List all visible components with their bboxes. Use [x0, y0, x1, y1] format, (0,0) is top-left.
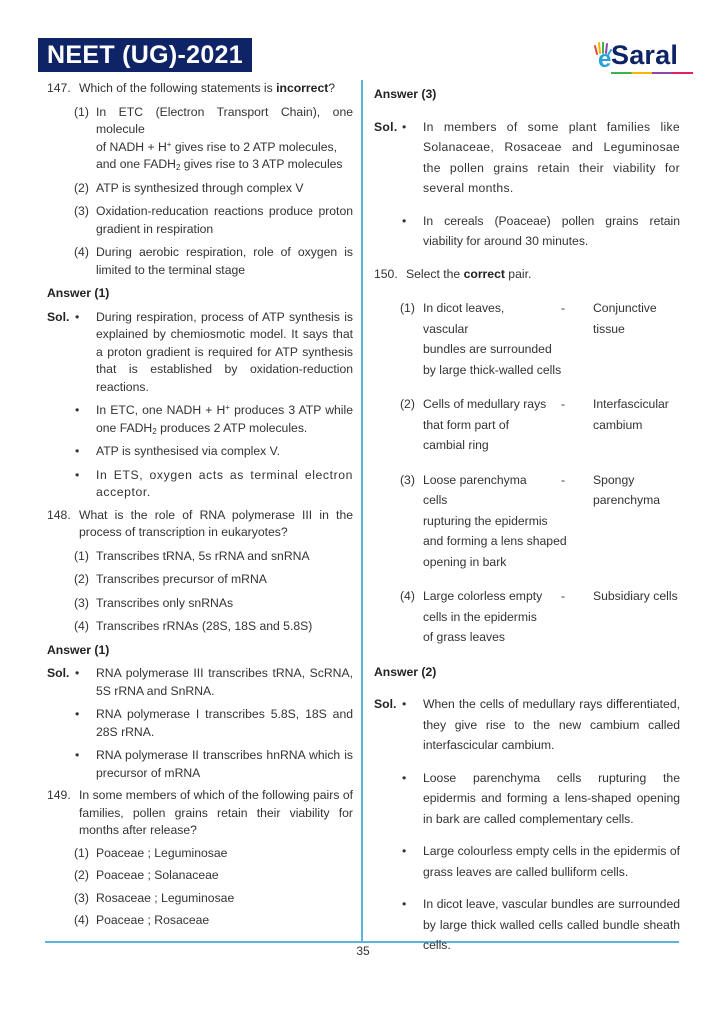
answer-148: Answer (1) [47, 642, 110, 657]
right-column [374, 84, 680, 956]
solution-point [374, 694, 680, 756]
solution-point [47, 665, 353, 700]
option-148-1 [74, 548, 353, 566]
question-150 [374, 264, 680, 285]
option-number: (4) [74, 619, 89, 633]
left-column [47, 80, 353, 930]
solution-point [374, 894, 680, 956]
text: produces 2 ATP molecules. [156, 420, 308, 435]
line: opening in bark [423, 554, 507, 569]
question-number: 148. [47, 507, 71, 522]
line: Interfascicular [593, 397, 669, 411]
solution-text: During respiration, process of ATP synthesis is explained by chemiosmotic model. It says that a proton gradient is required for ATP synthesis that is established by oxidation-reduction reactions. [96, 309, 353, 394]
option-149-1 [74, 845, 353, 863]
solution-text: RNA polymerase III transcribes tRNA, ScRNA, 5S rRNA and SnRNA. [96, 666, 353, 698]
solution-label: Sol. [374, 119, 398, 134]
option-right-text [593, 470, 693, 511]
question-text: Select the [406, 266, 464, 281]
subscript: 2 [152, 426, 157, 436]
line: bundles are surrounded [423, 342, 552, 356]
solution-text: When the cells of medullary rays differentiated, they give rise to the new cambium called interfascicular cambium. [423, 697, 680, 752]
logo-e: e [598, 46, 612, 73]
bullet: • [75, 403, 80, 417]
question-number: 147. [47, 81, 71, 95]
text: produces 3 ATP while one FADH [96, 403, 353, 435]
question-text: In some members of which of the following pairs of families, pollen grains retain their viability for months after release? [79, 788, 353, 837]
option-number: (3) [74, 890, 89, 905]
line: of grass leaves [423, 630, 505, 644]
solution-label: Sol. [47, 666, 70, 680]
solution-point [374, 841, 680, 882]
solution-text: Large colourless empty cells in the epidermis of grass leaves are called bulliform cells. [423, 844, 680, 879]
line: parenchyma [593, 493, 661, 507]
line: Subsidiary cells [593, 589, 678, 603]
question-149 [47, 787, 353, 840]
option-number: (1) [400, 301, 415, 315]
option-147-1 [74, 104, 353, 174]
option-number: (3) [74, 595, 89, 610]
option-148-4 [74, 618, 353, 636]
answer-147: Answer (1) [47, 286, 110, 300]
option-right-text [593, 298, 693, 339]
line: In dicot leaves, vascular [423, 301, 505, 336]
solution-text [96, 402, 353, 437]
option-text: ATP is synthesized through complex V [96, 180, 304, 195]
option-148-3 [74, 595, 353, 613]
option-text: Transcribes precursor of mRNA [96, 572, 267, 586]
line: tissue [593, 321, 625, 336]
option-150-2 [400, 394, 680, 456]
option-number: (1) [74, 845, 89, 860]
solution-point [374, 117, 680, 199]
logo-text: Saral [611, 40, 679, 70]
option-150-3 [400, 470, 680, 573]
solution-point [47, 467, 353, 502]
question-text-end: pair. [504, 266, 532, 281]
option-text: Poaceae ; Rosaceae [96, 913, 210, 927]
solution-text: In members of some plant families like Solanaceae, Rosaceae and Leguminosae the pollen grains retain their viability for several months. [423, 119, 680, 195]
option-147-2 [74, 180, 353, 198]
line: Spongy [593, 472, 635, 487]
solution-point [47, 402, 353, 437]
option-left-text [423, 470, 567, 573]
answer-150: Answer (2) [374, 664, 437, 679]
option-147-3 [74, 203, 353, 238]
bullet: • [75, 444, 80, 458]
question-148 [47, 507, 353, 542]
option-147-4 [74, 244, 353, 279]
solution-point [47, 443, 353, 461]
solution-text: RNA polymerase II transcribes hnRNA which is precursor of mRNA [96, 748, 353, 780]
solution-text: ATP is synthesised via complex V. [96, 444, 281, 458]
option-text: Transcribes only snRNAs [96, 595, 234, 610]
option-line [96, 139, 353, 157]
option-150-4 [400, 586, 680, 648]
option-text: Transcribes rRNAs (28S, 18S and 5.8S) [96, 619, 313, 633]
subscript: 2 [175, 163, 181, 173]
question-emphasis: correct [463, 266, 505, 281]
solution-label: Sol. [374, 697, 397, 711]
option-number: (4) [74, 913, 89, 927]
line: Large colorless empty [423, 589, 543, 603]
exam-title-banner: NEET (UG)-2021 [38, 38, 252, 72]
solution-text: In cereals (Poaceae) pollen grains retain viability for around 30 minutes. [423, 213, 680, 248]
bullet: • [402, 770, 407, 785]
line: Conjunctive [593, 301, 657, 315]
solution-label: Sol. [47, 309, 70, 324]
option-149-4 [74, 912, 353, 930]
option-number: (2) [74, 180, 89, 195]
option-text: Rosaceae ; Leguminosae [96, 890, 235, 905]
solution-point [47, 309, 353, 397]
logo-underline [611, 72, 693, 74]
option-right-text [593, 586, 693, 607]
option-text: Oxidation-reducation reactions produce proton gradient in respiration [96, 204, 353, 236]
bullet: • [75, 467, 80, 482]
bullet: • [402, 697, 407, 711]
page-number: 35 [356, 944, 370, 958]
line: and forming a lens shaped [423, 534, 567, 548]
text: In ETC, one NADH + H [96, 403, 226, 417]
line: cambium [593, 417, 643, 432]
question-text: What is the role of RNA polymerase III in the process of transcription in eukaryotes? [79, 507, 353, 539]
option-text: Poaceae ; Leguminosae [96, 845, 228, 860]
option-dash: - [561, 397, 566, 411]
option-number: (3) [74, 204, 89, 218]
solution-text: Loose parenchyma cells rupturing the epidermis and forming a lens-shaped opening in bark are called complementary cells. [423, 770, 680, 826]
option-150-1 [400, 298, 680, 380]
question-text-end: ? [328, 81, 336, 95]
option-left-text [423, 586, 553, 648]
bullet: • [402, 844, 407, 858]
solution-point [47, 747, 353, 782]
answer-149: Answer (3) [374, 87, 437, 101]
option-dash: - [561, 301, 566, 315]
option-text: During aerobic respiration, role of oxygen is limited to the terminal stage [96, 245, 353, 277]
bullet: • [75, 707, 80, 721]
option-number: (2) [74, 868, 89, 882]
option-number: (1) [74, 548, 89, 563]
option-dash: - [561, 472, 566, 487]
question-emphasis: incorrect [276, 81, 329, 95]
question-number: 150. [374, 266, 398, 281]
solution-text: In dicot leave, vascular bundles are surrounded by large thick walled cells called bundle sheath cells. [423, 897, 680, 952]
bullet: • [402, 897, 407, 911]
option-number: (4) [74, 245, 89, 259]
line: rupturing the epidermis [423, 513, 548, 528]
option-left-text [423, 394, 553, 456]
line: cambial ring [423, 438, 489, 452]
option-number: (2) [400, 397, 415, 411]
option-149-2 [74, 867, 353, 885]
solution-text: RNA polymerase I transcribes 5.8S, 18S and 28S rRNA. [96, 707, 353, 739]
bullet: • [75, 748, 80, 762]
option-number: (4) [400, 589, 415, 603]
option-line [96, 156, 353, 174]
text: of NADH + H [96, 139, 167, 154]
option-number: (1) [74, 104, 89, 119]
line: by large thick-walled cells [423, 362, 562, 377]
option-dash: - [561, 589, 566, 603]
column-divider [361, 80, 363, 942]
option-149-3 [74, 890, 353, 908]
line: that form part of [423, 417, 510, 432]
question-147 [47, 80, 353, 98]
option-148-2 [74, 571, 353, 589]
text: and one FADH [96, 157, 176, 171]
option-left-text [423, 298, 562, 380]
option-right-text [593, 394, 693, 435]
option-number: (3) [400, 472, 415, 487]
option-text: Poaceae ; Solanaceae [96, 868, 219, 882]
bullet: • [402, 213, 407, 228]
question-number: 149. [47, 788, 71, 802]
esaral-logo [594, 42, 694, 74]
bullet: • [75, 666, 80, 680]
superscript: + [166, 139, 172, 149]
solution-point [47, 706, 353, 741]
text: gives rise to 3 ATP molecules [180, 157, 343, 171]
text: gives rise to 2 ATP molecules, [171, 139, 337, 154]
solution-point [374, 768, 680, 830]
option-number: (2) [74, 572, 89, 586]
option-text: Transcribes tRNA, 5s rRNA and snRNA [96, 548, 310, 563]
solution-text: In ETS, oxygen acts as terminal electron acceptor. [96, 467, 353, 499]
solution-point [374, 211, 680, 252]
bullet: • [75, 309, 80, 324]
option-line: In ETC (Electron Transport Chain), one molecule [96, 104, 353, 136]
superscript: + [225, 403, 230, 412]
bullet: • [402, 119, 407, 134]
line: Loose parenchyma cells [423, 472, 527, 507]
line: cells in the epidermis [423, 609, 537, 624]
question-text: Which of the following statements is [79, 81, 277, 95]
line: Cells of medullary rays [423, 397, 547, 411]
